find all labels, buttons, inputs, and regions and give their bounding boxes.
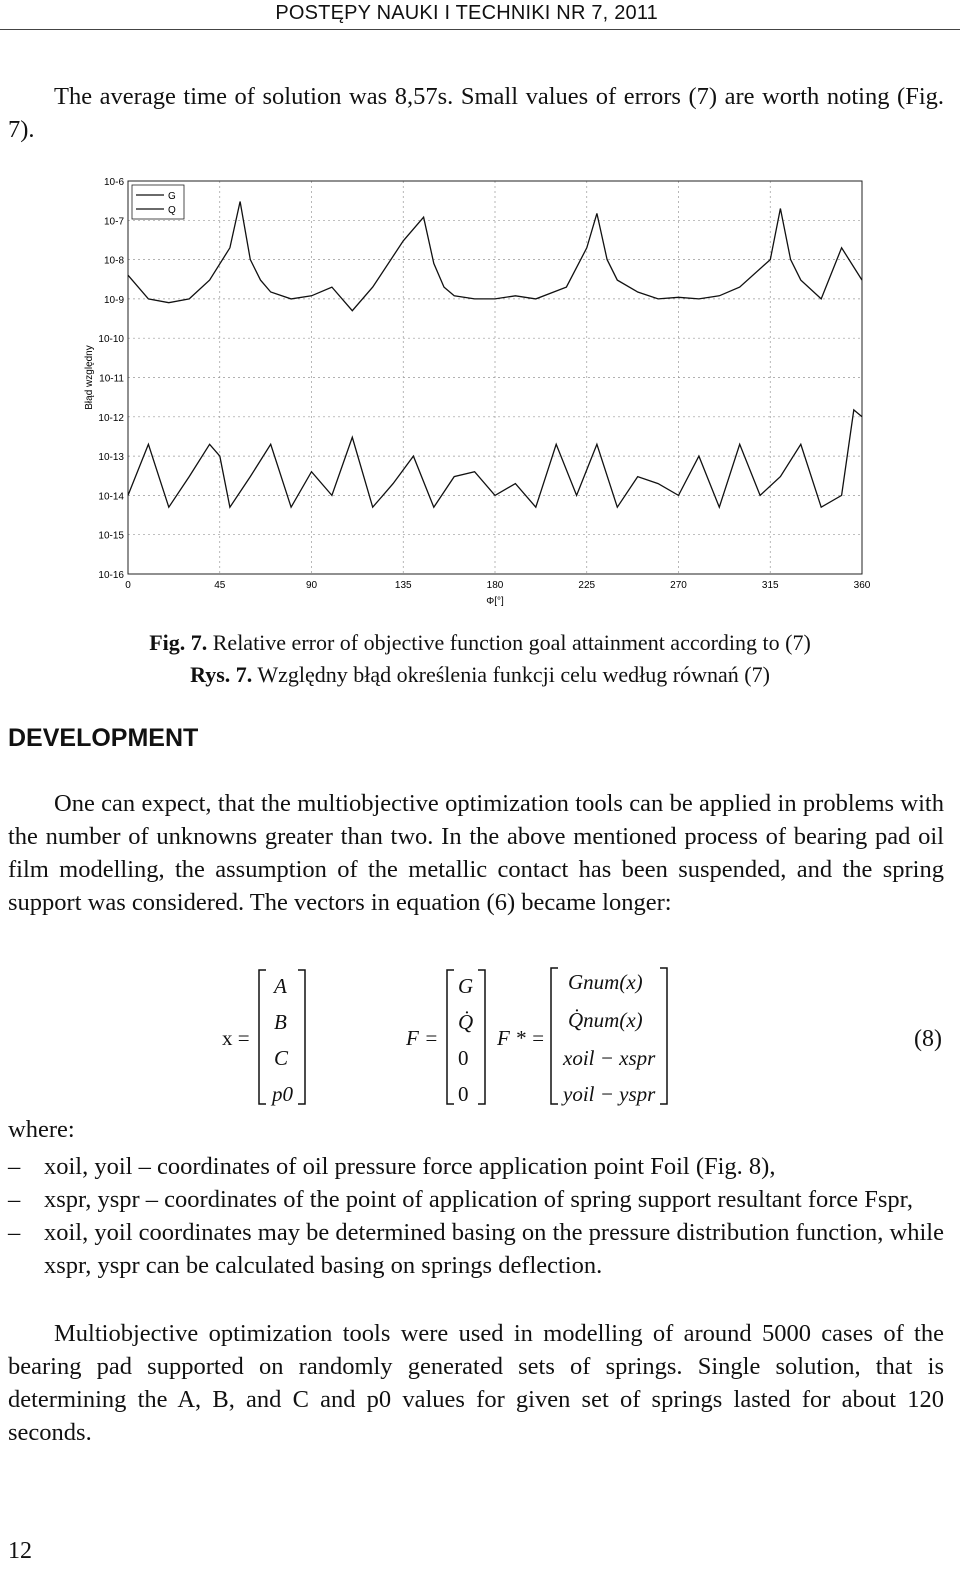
caption-pl-text: Względny błąd określenia funkcji celu według równań (7) [257, 662, 770, 687]
where-label: where: [8, 1116, 75, 1143]
section-heading: DEVELOPMENT [8, 724, 199, 752]
figure-7 [84, 146, 944, 632]
y-tick-label: 10-9 [103, 294, 124, 306]
y-tick-label: 10-13 [98, 452, 124, 464]
eq-f-g: G [458, 974, 474, 998]
eq-f-label: F = [406, 1026, 439, 1050]
y-tick-label: 10-15 [98, 530, 124, 542]
eq-fstar-qnum: Q̇num(x) [568, 1008, 643, 1032]
development-paragraph: One can expect, that the multiobjective optimization tools can be applied in problems with the number of unknowns greater than two. In the above mentioned process of bearing pad oil film modelling, the assumption of the metallic contact has been suspended, and the spring support was considered. The vectors in equation (6) became longer: [8, 790, 944, 916]
eq-x-b: B [274, 1010, 287, 1034]
eq-fstar-label: F * = [497, 1026, 545, 1050]
list-item: – xspr, yspr – coordinates of the point of application of spring support resultant force Fspr, [8, 1186, 913, 1213]
legend-label-Q: Q [168, 205, 176, 216]
eq-fstar-ydiff: yoil − yspr [563, 1082, 656, 1106]
list-item: – xoil, yoil – coordinates of oil pressure force application point Foil (Fig. 8), [8, 1153, 776, 1180]
bullet-2-text: xspr, yspr – coordinates of the point of application of spring support resultant force Fspr, [44, 1186, 913, 1213]
eq-x-a: A [274, 974, 287, 998]
legend-box [132, 185, 184, 219]
intro-paragraph: The average time of solution was 8,57s. Small values of errors (7) are worth noting (Fig. 7). [8, 83, 944, 143]
eq-f-q: Q̇ [458, 1010, 474, 1034]
caption-en-label: Fig. 7. [149, 630, 208, 655]
journal-header: POSTĘPY NAUKI I TECHNIKI NR 7, 2011 [275, 2, 658, 24]
equation-number: (8) [914, 1026, 942, 1052]
y-tick-label: 10-11 [99, 373, 124, 385]
x-tick-label: 135 [394, 580, 412, 591]
error-chart [84, 146, 944, 632]
x-tick-label: 225 [578, 580, 596, 591]
x-axis-label: Φ[°] [486, 596, 504, 607]
y-axis-label: Błąd względny [84, 345, 95, 410]
x-tick-label: 0 [125, 580, 131, 591]
definitions-list [8, 1150, 944, 1282]
caption-en-text: Relative error of objective function goal attainment according to (7) [212, 630, 811, 655]
x-tick-label: 90 [305, 580, 318, 591]
eq-x-label: x = [222, 1026, 250, 1050]
y-tick-label: 10-7 [103, 216, 124, 228]
caption-pl-label: Rys. 7. [190, 662, 253, 687]
chart-legend [132, 185, 184, 219]
final-paragraph: Multiobjective optimization tools were used in modelling of around 5000 cases of the bearing pad supported on randomly generated sets of springs. Single solution, that is determining the A, B, and C and p0 values for given set of springs lasted for about 120 seconds. [8, 1320, 944, 1446]
y-tick-label: 10-14 [98, 491, 124, 503]
figure-caption-en [0, 628, 960, 658]
figure-caption-pl [0, 660, 960, 690]
y-tick-label: 10-12 [98, 412, 124, 424]
bullet-1-text: xoil, yoil – coordinates of oil pressure force application point Foil (Fig. 8), [44, 1153, 776, 1180]
x-tick-label: 315 [761, 580, 779, 591]
chart-axes [84, 177, 871, 607]
y-tick-label: 10-10 [98, 334, 124, 346]
x-tick-label: 180 [486, 580, 504, 591]
eq-x-p0: p0 [272, 1082, 293, 1106]
y-tick-label: 10-6 [103, 177, 124, 188]
page-number: 12 [8, 1538, 32, 1564]
y-tick-label: 10-16 [98, 570, 124, 581]
header-rule [0, 29, 960, 30]
y-tick-label: 10-8 [103, 255, 124, 267]
x-tick-label: 360 [853, 580, 871, 591]
x-tick-label: 270 [670, 580, 687, 591]
x-tick-label: 45 [214, 580, 226, 591]
legend-label-G: G [168, 191, 176, 202]
eq-f-zero2: 0 [458, 1082, 469, 1106]
equation-brackets [0, 962, 960, 1112]
eq-x-c: C [274, 1046, 289, 1070]
list-item: – xoil, yoil coordinates may be determined basing on the pressure distribution function, while xspr, yspr can be calculated basing on springs deflection. [8, 1219, 944, 1279]
chart-grid [128, 181, 862, 574]
eq-fstar-xdiff: xoil − xspr [563, 1046, 656, 1070]
eq-fstar-gnum: Gnum(x) [568, 970, 643, 994]
equation-8 [0, 962, 960, 1112]
eq-f-zero1: 0 [458, 1046, 469, 1070]
bullet-3-text: xoil, yoil coordinates may be determined basing on the pressure distribution function, while xspr, yspr can be calculated basing on springs deflection. [44, 1219, 944, 1279]
